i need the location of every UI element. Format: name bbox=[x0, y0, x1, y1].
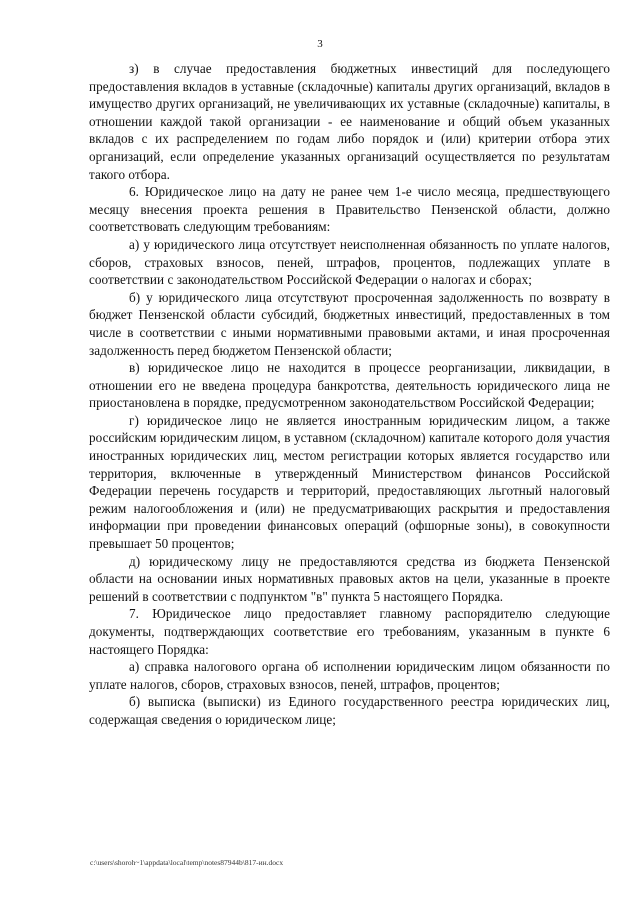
paragraph-6-requirements: 6. Юридическое лицо на дату не ранее чем 1-е число месяца, предшествующего месяцу внесения проекта решения в Правительство Пензенской области, должно соответствовать следующим требованиям: bbox=[89, 184, 610, 235]
paragraph-6a-tax-obligations: а) у юридического лица отсутствует неисполненная обязанность по уплате налогов, сборов, страховых взносов, пеней, штрафов, процентов, подлежащих уплате в соответствии с законодательством Российской Федерации о налогах и сборах; bbox=[89, 236, 610, 288]
paragraph-6v-reorganization: в) юридическое лицо не находится в процессе реорганизации, ликвидации, в отношении его не введена процедура банкротства, деятельность юридического лица не приостановлена в порядке, предусмотренном законодательством Российской Федерации; bbox=[89, 360, 610, 411]
document-body bbox=[89, 60, 610, 729]
page-number: 3 bbox=[317, 38, 323, 50]
paragraph-7-documents: 7. Юридическое лицо предоставляет главному распорядителю следующие документы, подтверждающих соответствие его требованиям, указанным в пункте 6 настоящего Порядка: bbox=[89, 606, 610, 657]
footer-file-path: c:\users\shoroh~1\appdata\local\temp\notes87944b\817-ин.docx bbox=[90, 858, 284, 867]
paragraph-6b-overdue-debt: б) у юридического лица отсутствуют просроченная задолженность по возврату в бюджет Пензенской области субсидий, бюджетных инвестиций, предоставленных в том числе в соответствии с иными нормативными правовыми актами, и иная просроченная задолженность перед бюджетом Пензенской области; bbox=[89, 289, 610, 358]
paragraph-6d-other-funds: д) юридическому лицу не предоставляются средства из бюджета Пензенской области на основании иных нормативных правовых актов на цели, указанные в проекте решений в соответствии с подпунктом "в" пункта 5 настоящего Порядка. bbox=[89, 553, 610, 604]
paragraph-7b-registry-extract: б) выписка (выписки) из Единого государственного реестра юридических лиц, содержащая сведения о юридическом лице; bbox=[89, 694, 610, 727]
paragraph-z-investments: з) в случае предоставления бюджетных инвестиций для последующего предоставления вкладов в уставные (складочные) капиталы других организаций, вкладов в имущество других организаций, не увеличивающих их уставные (складочные) капиталы, в отношении каждой такой организации - ее наименование и общий объем указанных вкладов с их распределением по годам либо порядок и (или) критерии отбора этих организаций, если определение указанных организаций осуществляется по результатам такого отбора. bbox=[89, 61, 610, 182]
paragraph-6g-foreign-entity: г) юридическое лицо не является иностранным юридическим лицом, а также российским юридическим лицом, в уставном (складочном) капитале которого доля участия иностранных юридических лиц, местом регистрации которых является государство или территория, включенные в утвержденный Министерством финансов Российской Федерации перечень государств и территорий, предоставляющих льготный налоговый режим налогообложения и (или) не предусматривающих раскрытия и предоставления информации при проведении финансовых операций (офшорные зоны), в совокупности превышает 50 процентов; bbox=[89, 412, 610, 552]
paragraph-7a-tax-certificate: а) справка налогового органа об исполнении юридическим лицом обязанности по уплате налогов, сборов, страховых взносов, пеней, штрафов, процентов; bbox=[89, 659, 610, 692]
